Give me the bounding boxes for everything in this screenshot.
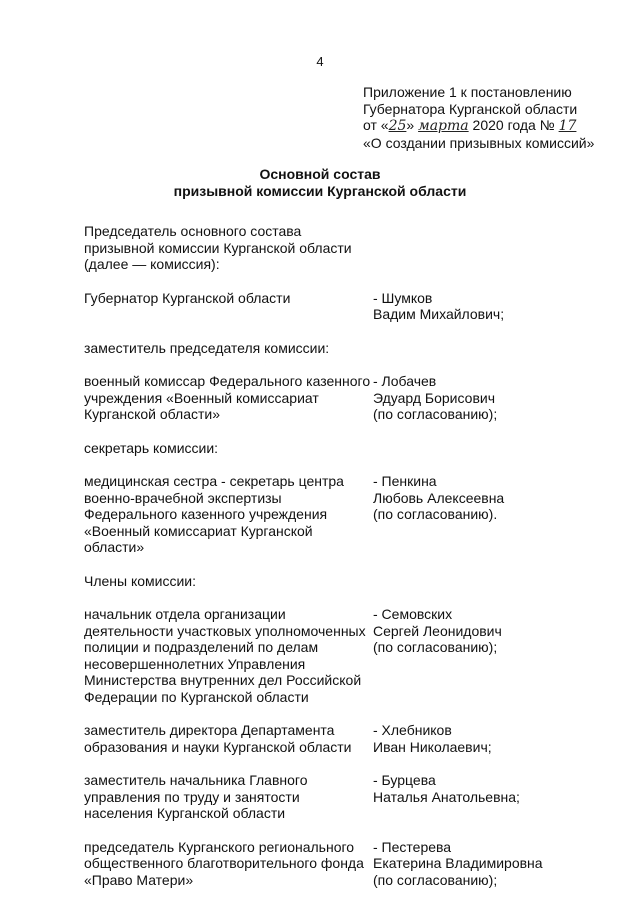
appendix-line-3: [363, 117, 623, 135]
member-row: [84, 772, 584, 822]
appendix-line-4: «О создании призывных комиссий»: [363, 134, 595, 151]
appendix-line-1: Приложение 1 к постановлению: [363, 84, 572, 100]
page-number: 4: [316, 54, 324, 69]
member-position: Губернатор Курганской области: [84, 289, 291, 306]
member-row: [84, 373, 584, 423]
appendix-line-2: Губернатора Курганской области: [363, 100, 578, 117]
handwritten-number: 17: [558, 118, 577, 134]
member-name: - Шумков Вадим Михайлович;: [373, 289, 505, 322]
member-position: председатель Курганского регионального общественного благотворительного фонда «Право Матери»: [84, 838, 364, 888]
secretary-heading: секретарь комиссии:: [84, 439, 219, 456]
member-name: - Пестерева Екатерина Владимировна (по согласованию);: [373, 838, 543, 888]
member-row: [84, 722, 584, 755]
handwritten-month: марта: [418, 118, 469, 134]
members-heading: Члены комиссии:: [84, 572, 197, 589]
member-name: - Хлебников Иван Николаевич;: [373, 722, 492, 755]
title-line-2: призывной комиссии Курганской области: [173, 182, 467, 199]
member-row: [84, 290, 584, 323]
appendix-date-year: 2020 года №: [468, 117, 559, 133]
member-name: - Семовских Сергей Леонидович (по согласованию);: [373, 606, 502, 655]
chairman-heading: Председатель основного состава призывной комиссии Курганской области (далее — комиссия):: [84, 223, 352, 272]
title-line-1: Основной состав: [259, 166, 381, 182]
appendix-date-mid: »: [406, 117, 419, 133]
member-row: [84, 473, 584, 556]
member-position: начальник отдела организации деятельности участковых уполномоченных полиции и подразделений по делам несовершеннолетних Управления Министерства внутренних дел Российской Федерации по Курганской области: [84, 606, 366, 705]
appendix-block: [363, 84, 623, 151]
member-name: - Лобачев Эдуард Борисович (по согласованию);: [373, 373, 498, 422]
member-position: военный комиссар Федерального казенного учреждения «Военный комиссариат Курганской области»: [84, 373, 371, 422]
member-name: - Пенкина Любовь Алексеевна (по согласованию).: [373, 473, 505, 522]
member-row: [84, 839, 584, 889]
member-row: [84, 606, 584, 705]
member-position: медицинская сестра - секретарь центра военно-врачебной экспертизы Федерального казенного учреждения «Военный комиссариат Курганской области»: [84, 473, 344, 555]
appendix-date-prefix: от «: [363, 117, 389, 133]
document-title: [0, 166, 640, 199]
member-position: заместитель начальника Главного управления по труду и занятости населения Курганской области: [84, 772, 308, 821]
member-name: - Бурцева Наталья Анатольевна;: [373, 772, 520, 805]
deputy-heading: заместитель председателя комиссии:: [84, 339, 330, 356]
member-position: заместитель директора Департамента образования и науки Курганской области: [84, 722, 352, 755]
commission-list: [84, 223, 584, 905]
handwritten-day: 25: [388, 118, 407, 134]
